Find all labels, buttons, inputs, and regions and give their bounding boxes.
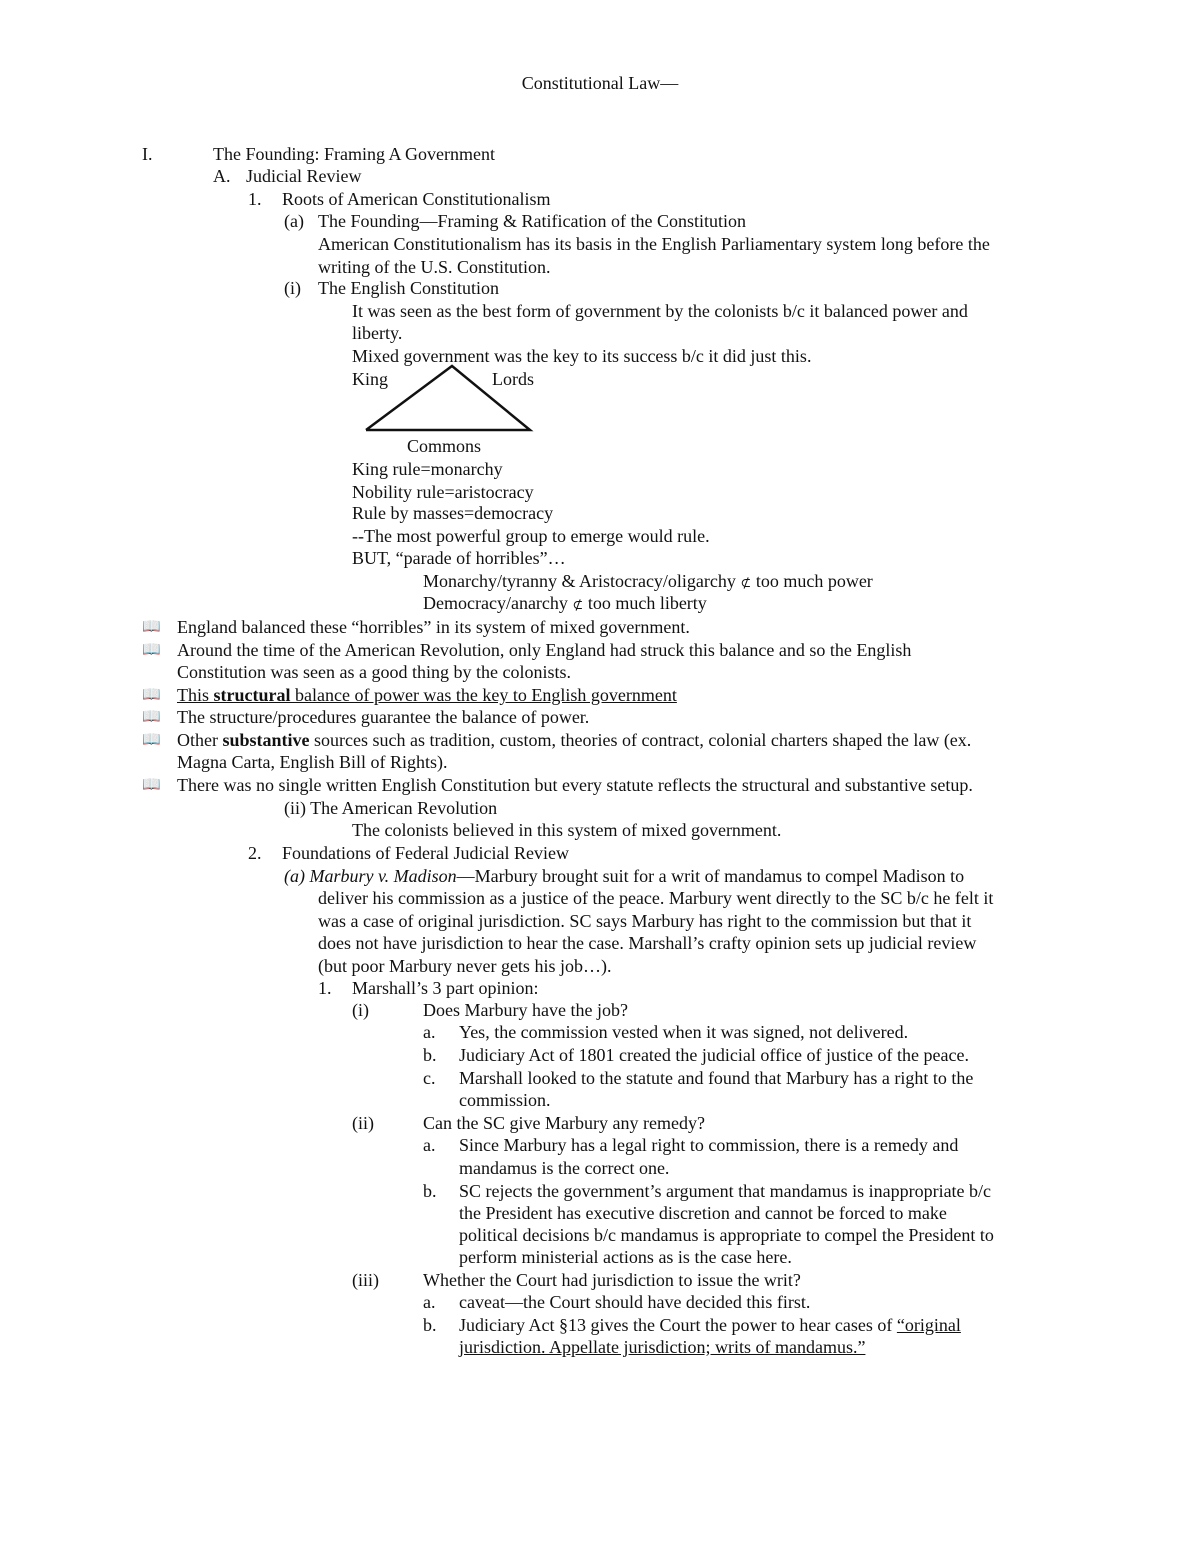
- book-icon: 📖: [142, 619, 161, 635]
- body-text: The colonists believed in this system of mixed government.: [352, 820, 782, 840]
- case-text: —Marbury brought suit for a writ of mandamus to compel Madison to: [456, 866, 965, 886]
- horrible-text: Monarchy/tyranny & Aristocracy/oligarchy: [423, 571, 736, 591]
- case-summary-line: does not have jurisdiction to hear the case. Marshall’s crafty opinion sets up judicial review: [318, 933, 977, 953]
- heading-opinion: Marshall’s 3 part opinion:: [352, 978, 539, 998]
- heading-founding: The Founding: Framing A Government: [213, 144, 495, 164]
- emphasis-structural: structural: [213, 685, 291, 705]
- bullet-text: Magna Carta, English Bill of Rights).: [177, 752, 448, 772]
- answer-text: Yes, the commission vested when it was signed, not delivered.: [459, 1022, 909, 1042]
- rule-line: Rule by masses=democracy: [352, 503, 554, 523]
- book-icon: 📖: [142, 642, 161, 658]
- question-number: (i): [352, 1000, 369, 1020]
- outline-number: 1.: [318, 978, 332, 998]
- diagram-label-lords: Lords: [492, 369, 534, 389]
- heading-roots: Roots of American Constitutionalism: [282, 189, 551, 209]
- question-number: (ii): [352, 1113, 374, 1133]
- question-number: (iii): [352, 1270, 379, 1290]
- heading-american-revolution: (ii) The American Revolution: [284, 798, 498, 818]
- diagram-label-king: King: [352, 369, 388, 389]
- quoted-statute: “original: [896, 1315, 961, 1335]
- outline-numeral: I.: [142, 144, 153, 164]
- heading-foundations: Foundations of Federal Judicial Review: [282, 843, 569, 863]
- case-label: (a): [284, 866, 305, 886]
- heading-founding-framing: The Founding—Framing & Ratification of the Constitution: [318, 211, 746, 231]
- answer-text: [459, 1314, 961, 1336]
- bullet-text: The structure/procedures guarantee the balance of power.: [177, 707, 590, 727]
- case-summary-line: [284, 865, 964, 887]
- bullet-text-part: This: [177, 685, 214, 705]
- horrible-tail: too much liberty: [587, 593, 707, 613]
- book-icon: 📖: [142, 687, 161, 703]
- answer-text: Judiciary Act of 1801 created the judicial office of justice of the peace.: [459, 1045, 969, 1065]
- outline-sub-letter: (a): [284, 211, 304, 231]
- book-icon: 📖: [142, 709, 161, 725]
- outline-sub-numeral: (i): [284, 278, 301, 298]
- answer-text-part: Judiciary Act §13 gives the Court the power to hear cases of: [459, 1315, 897, 1335]
- answer-text: Marshall looked to the statute and found that Marbury has a right to the: [459, 1068, 974, 1088]
- body-text: It was seen as the best form of government by the colonists b/c it balanced power and: [352, 301, 968, 321]
- answer-letter: a.: [423, 1022, 436, 1042]
- case-name: Marbury v. Madison: [309, 866, 457, 886]
- outline-letter: A.: [213, 166, 231, 186]
- rule-line: --The most powerful group to emerge would rule.: [352, 526, 710, 546]
- answer-text: perform ministerial actions as is the case here.: [459, 1247, 792, 1267]
- book-icon: 📖: [142, 732, 161, 748]
- emphasis-substantive: substantive: [222, 730, 310, 750]
- answer-text: Since Marbury has a legal right to commission, there is a remedy and: [459, 1135, 959, 1155]
- body-text: Mixed government was the key to its success b/c it did just this.: [352, 346, 812, 366]
- outline-number: 2.: [248, 843, 262, 863]
- rule-line: King rule=monarchy: [352, 459, 503, 479]
- horrible-line: [423, 570, 873, 594]
- not-subset-symbol: ⊄: [572, 597, 584, 612]
- diagram-label-commons: Commons: [407, 436, 482, 456]
- book-icon: 📖: [142, 777, 161, 793]
- answer-text: the President has executive discretion and cannot be forced to make: [459, 1203, 947, 1223]
- rule-line: Nobility rule=aristocracy: [352, 482, 534, 502]
- answer-text: commission.: [459, 1090, 551, 1110]
- case-summary-line: deliver his commission as a justice of the peace. Marbury went directly to the SC b/c he felt it: [318, 888, 994, 908]
- bullet-text: Constitution was seen as a good thing by the colonists.: [177, 662, 571, 682]
- bullet-text: [177, 729, 971, 751]
- answer-letter: b.: [423, 1181, 437, 1201]
- answer-text: SC rejects the government’s argument that mandamus is inappropriate b/c: [459, 1181, 992, 1201]
- answer-letter: b.: [423, 1315, 437, 1335]
- rule-line: BUT, “parade of horribles”…: [352, 548, 566, 568]
- not-subset-symbol: ⊄: [740, 575, 752, 590]
- question-text: Whether the Court had jurisdiction to issue the writ?: [423, 1270, 801, 1290]
- body-text: writing of the U.S. Constitution.: [318, 257, 551, 277]
- bullet-text-part: balance of power was the key to English government: [290, 685, 677, 705]
- answer-text: caveat—the Court should have decided this first.: [459, 1292, 811, 1312]
- answer-letter: c.: [423, 1068, 436, 1088]
- horrible-tail: too much power: [755, 571, 873, 591]
- answer-letter: a.: [423, 1292, 436, 1312]
- mixed-government-triangle: [362, 362, 537, 434]
- answer-letter: a.: [423, 1135, 436, 1155]
- heading-judicial-review: Judicial Review: [246, 166, 362, 186]
- outline-number: 1.: [248, 189, 262, 209]
- case-summary-line: was a case of original jurisdiction. SC says Marbury has right to the commission but that it: [318, 911, 972, 931]
- heading-english-constitution: The English Constitution: [318, 278, 500, 298]
- horrible-text: Democracy/anarchy: [423, 593, 568, 613]
- document-title: Constitutional Law—: [521, 73, 679, 93]
- body-text: liberty.: [352, 323, 403, 343]
- answer-letter: b.: [423, 1045, 437, 1065]
- bullet-text: Around the time of the American Revolution, only England had struck this balance and so the English: [177, 640, 912, 660]
- question-text: Can the SC give Marbury any remedy?: [423, 1113, 705, 1133]
- answer-text: mandamus is the correct one.: [459, 1158, 670, 1178]
- case-summary-line: (but poor Marbury never gets his job…).: [318, 956, 612, 976]
- bullet-text: There was no single written English Constitution but every statute reflects the structural and substantive setup.: [177, 775, 973, 795]
- quoted-statute: jurisdiction. Appellate jurisdiction; writs of mandamus.”: [459, 1337, 866, 1357]
- answer-text: political decisions b/c mandamus is appropriate to compel the President to: [459, 1225, 994, 1245]
- bullet-text-part: sources such as tradition, custom, theories of contract, colonial charters shaped the law (ex.: [309, 730, 972, 750]
- question-text: Does Marbury have the job?: [423, 1000, 628, 1020]
- horrible-line: [423, 592, 707, 616]
- bullet-text-underlined: [177, 684, 677, 706]
- body-text: American Constitutionalism has its basis in the English Parliamentary system long before the: [318, 234, 990, 254]
- bullet-text: England balanced these “horribles” in its system of mixed government.: [177, 617, 690, 637]
- bullet-text-part: Other: [177, 730, 223, 750]
